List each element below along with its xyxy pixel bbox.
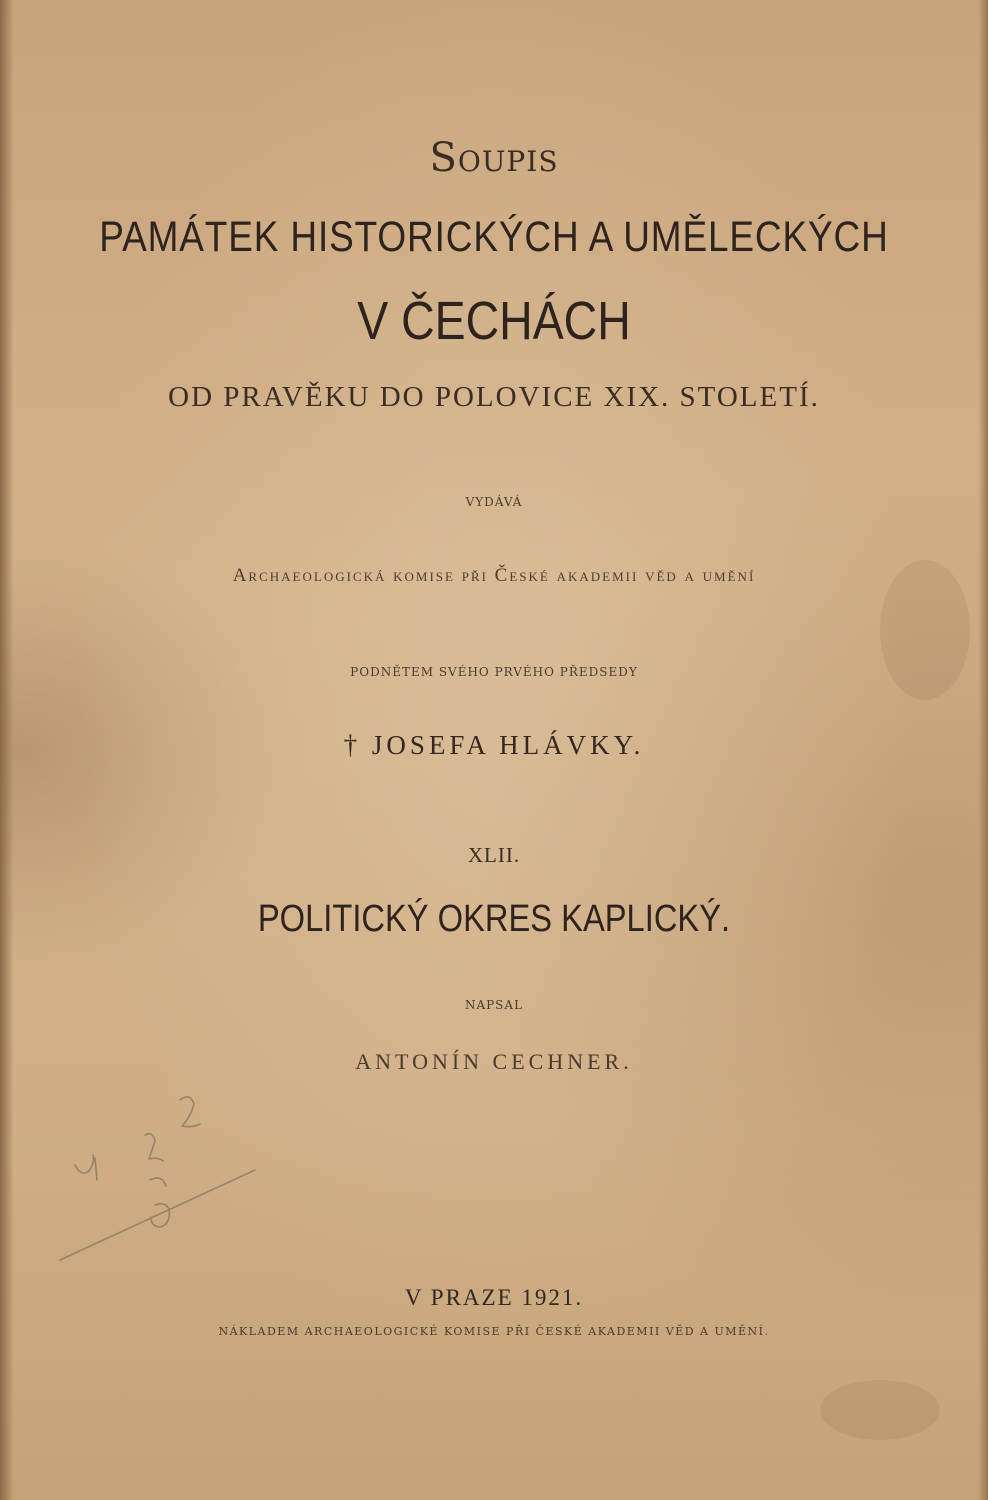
series-title: Soupis: [429, 135, 559, 181]
main-title-line-2: V ČECHÁCH: [357, 291, 631, 351]
main-title-line-1: PAMÁTEK HISTORICKÝCH A UMĚLECKÝCH: [99, 213, 889, 261]
author-name: ANTONÍN CECHNER.: [355, 1049, 633, 1074]
initiative-label: PODNĚTEM SVÉHO PRVÉHO PŘEDSEDY: [350, 665, 638, 679]
volume-title: POLITICKÝ OKRES KAPLICKÝ.: [257, 898, 731, 940]
paper-stain: [820, 1380, 940, 1440]
founder-name: † JOSEFA HLÁVKY.: [343, 730, 645, 760]
place-and-year: V PRAZE 1921.: [404, 1285, 584, 1310]
imprint: NÁKLADEM ARCHAEOLOGICKÉ KOMISE PŘI ČESKÉ AKADEMII VĚD A UMĚNÍ.: [218, 1325, 770, 1338]
publisher-label: VYDÁVÁ: [465, 495, 523, 509]
volume-number: XLII.: [467, 843, 521, 867]
publisher-body: Archaeologická komise při České akademii věd a umění: [232, 565, 756, 586]
period-subtitle: OD PRAVĚKU DO POLOVICE XIX. STOLETÍ.: [168, 381, 820, 413]
author-label: NAPSAL: [464, 998, 524, 1012]
pencil-marks: [55, 1080, 275, 1270]
